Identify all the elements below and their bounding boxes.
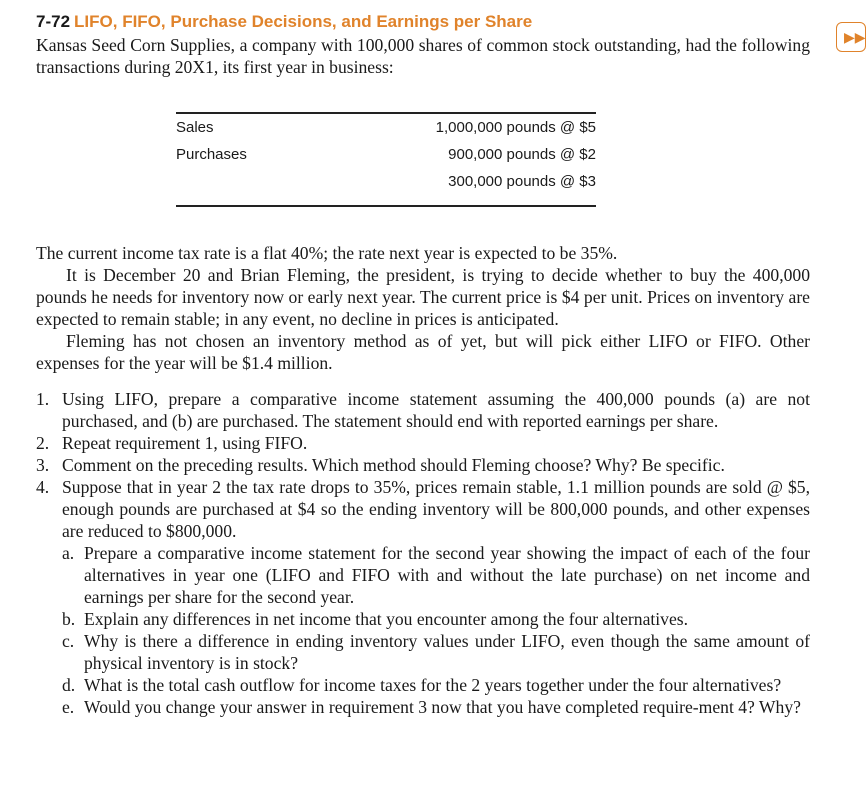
subrequirement-item: d. What is the total cash outflow for income taxes for the 2 years together under the four alternatives?: [62, 675, 782, 695]
subrequirements-list: [62, 542, 810, 718]
requirement-item: 2. Repeat requirement 1, using FIFO.: [36, 433, 308, 453]
intro-paragraph: Kansas Seed Corn Supplies, a company with 100,000 shares of common stock outstanding, had the following transactions during 20X1, its first year in business:: [36, 35, 810, 77]
subrequirement-item: a. Prepare a comparative income statement for the second year showing the impact of each of the four alternatives in year one (LIFO and FIFO with and without the late purchase) on net income and earnings per share for the second year.: [62, 543, 810, 607]
table-row: [176, 141, 596, 168]
table-bottom-rule: [176, 205, 596, 207]
transactions-table: [176, 112, 596, 207]
row-label: [176, 168, 326, 195]
row-value: 900,000 pounds @ $2: [448, 146, 596, 163]
fast-forward-icon: ▶▶: [844, 30, 866, 46]
table-row: [176, 114, 596, 141]
row-value: 1,000,000 pounds @ $5: [435, 119, 596, 136]
method-paragraph: Fleming has not chosen an inventory method as of yet, but will pick either LIFO or FIFO. Other expenses for the year will be $1.4 million.: [36, 331, 810, 373]
table-row: [176, 168, 596, 195]
row-value: 300,000 pounds @ $3: [448, 173, 596, 190]
problem-title: LIFO, FIFO, Purchase Decisions, and Earnings per Share: [74, 12, 533, 31]
requirements-list: [36, 388, 810, 718]
requirement-item: 3. Comment on the preceding results. Which method should Fleming choose? Why? Be specific.: [36, 455, 725, 475]
requirement-item: 1. Using LIFO, prepare a comparative income statement assuming the 400,000 pounds (a) are not purchased, and (b) are purchased. The statement should end with reported earnings per share.: [36, 389, 810, 431]
subrequirement-item: c. Why is there a difference in ending inventory values under LIFO, even though the same amount of physical inventory is in stock?: [62, 631, 810, 673]
problem-number: 7-72: [36, 12, 71, 31]
next-arrow-button[interactable]: [836, 22, 866, 52]
tax-rate-paragraph: The current income tax rate is a flat 40%; the rate next year is expected to be 35%.: [36, 243, 618, 263]
row-label: Sales: [176, 119, 214, 136]
problem-heading: [36, 10, 810, 34]
decision-paragraph: It is December 20 and Brian Fleming, the president, is trying to decide whether to buy the 400,000 pounds he needs for inventory now or early next year. The current price is $4 per unit. Prices on inventory are expected to remain stable; in any event, no decline in prices is anticipated.: [36, 265, 810, 329]
subrequirement-item: e. Would you change your answer in requirement 3 now that you have completed require-ment 4? Why?: [62, 697, 801, 717]
row-label: Purchases: [176, 146, 247, 163]
subrequirement-item: b. Explain any differences in net income that you encounter among the four alternatives.: [62, 609, 689, 629]
requirement-item: 4. Suppose that in year 2 the tax rate drops to 35%, prices remain stable, 1.1 million pounds are sold @ $5, enough pounds are purchased at $4 so the ending inventory will be 800,000 pounds, and other expenses are reduced to $800,000. a. Prepare a comparative income statement for the second year showing the impact of each of the four alternatives in year one (LIFO and FIFO with and without the late purchase) on net income and earnings per share for the second year. b. Explain any differences in net income that you encounter among the four alternatives. c. Why is there a difference in ending inventory values under LIFO, even though the same amount of physical inventory is in stock? d. What is the total cash outflow for income taxes for the 2 years together under the four alternatives? e. Would you change your answer in requirement 3 now that you have completed require-ment 4? Why?: [36, 477, 810, 717]
